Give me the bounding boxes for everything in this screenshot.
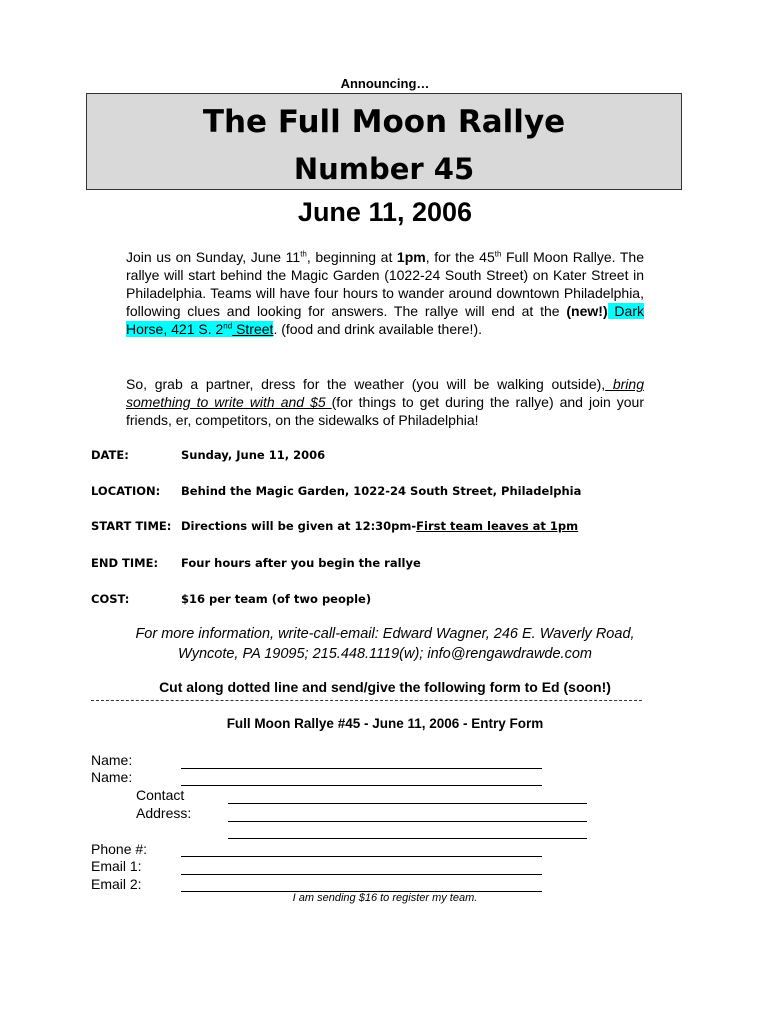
phone-field[interactable]	[181, 856, 542, 857]
location-label: LOCATION:	[91, 484, 161, 498]
start-time-label: START TIME:	[91, 519, 172, 533]
date-label: DATE:	[91, 448, 129, 462]
dotted-cut-line	[91, 700, 642, 701]
rallye-number: Number 45	[293, 152, 475, 186]
phone-label: Phone #:	[91, 841, 148, 857]
end-time-value: Four hours after you begin the rallye	[181, 556, 421, 570]
email2-label: Email 2:	[91, 876, 142, 892]
intro-paragraph: Join us on Sunday, June 11th, beginning at 1pm, for the 45th Full Moon Rallye. The rallye will start behind the Magic Garden (1022-24 South Street) on Kater Street in Philadelphia. Teams will have four hours to wander around downtown Philadelphia, following clues and looking for answers. The rallye will end at the (new!) Dark Horse, 421 S. 2nd Street. (food and drink available there!).	[126, 249, 644, 337]
announcing-text: Announcing…	[340, 76, 430, 91]
address-label: Address:	[136, 805, 192, 821]
form-footer-note: I am sending $16 to register my team.	[292, 892, 478, 904]
event-date-heading: June 11, 2006	[297, 197, 473, 227]
address-field-1[interactable]	[228, 803, 587, 804]
name1-label: Name:	[91, 752, 133, 768]
bring-paragraph: So, grab a partner, dress for the weather (you will be walking outside), bring something to write with and $5 (for things to get during the rallye) and join your friends, er, competitors, on the sidewalks of Philadelphia!	[126, 376, 644, 428]
email1-field[interactable]	[181, 874, 542, 875]
cost-label: COST:	[91, 592, 130, 606]
name2-field[interactable]	[181, 785, 542, 786]
start-time-value: Directions will be given at 12:30pm-First team leaves at 1pm	[181, 519, 579, 533]
end-time-label: END TIME:	[91, 556, 159, 570]
highlighted-location: Dark Horse, 421 S. 2nd Street	[126, 303, 644, 337]
contact-label: Contact	[136, 787, 185, 803]
contact-info: For more information, write-call-email: Edward Wagner, 246 E. Waverly Road, Wyncote, PA 19095; 215.448.1119(w); info@rengawdrawde.com	[135, 626, 635, 662]
address-field-3[interactable]	[228, 838, 587, 839]
name2-label: Name:	[91, 769, 133, 785]
cut-instructions: Cut along dotted line and send/give the following form to Ed (soon!)	[159, 679, 611, 695]
location-value: Behind the Magic Garden, 1022-24 South Street, Philadelphia	[181, 484, 582, 498]
entry-form-title: Full Moon Rallye #45 - June 11, 2006 - Entry Form	[226, 716, 544, 731]
date-value: Sunday, June 11, 2006	[181, 448, 326, 462]
page-title: The Full Moon Rallye	[202, 104, 566, 140]
name1-field[interactable]	[181, 768, 542, 769]
address-field-2[interactable]	[228, 821, 587, 822]
email1-label: Email 1:	[91, 858, 142, 874]
cost-value: $16 per team (of two people)	[181, 592, 372, 606]
